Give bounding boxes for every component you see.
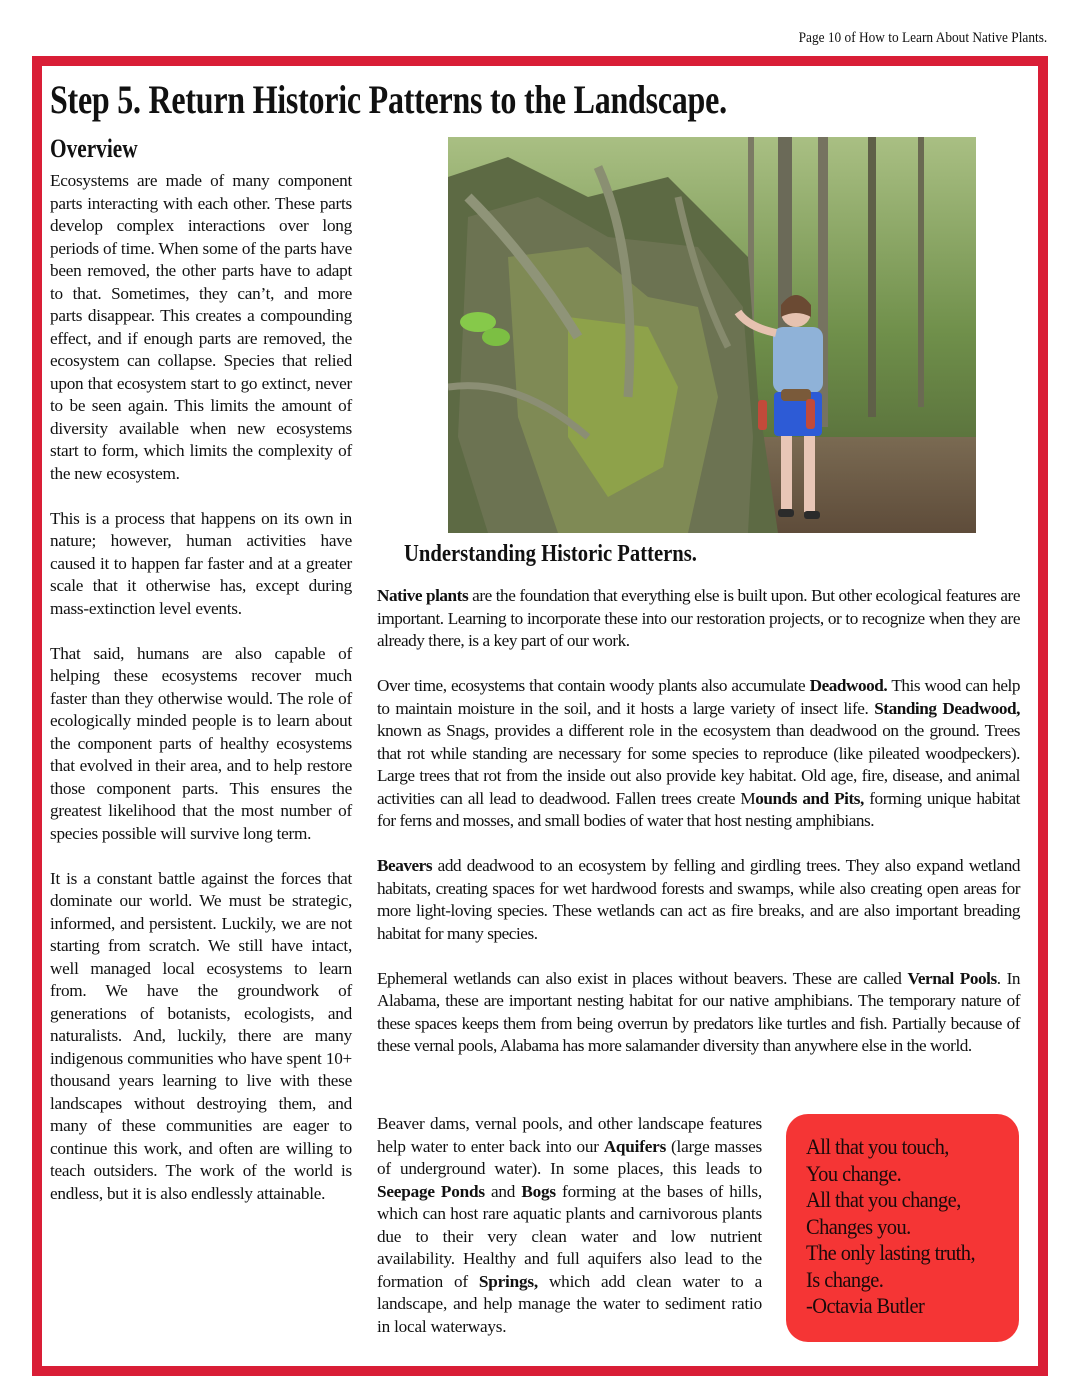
term-mounds-and-pits: ounds and Pits, [755,788,864,808]
term-aquifers: Aquifers [603,1136,667,1156]
deadwood-paragraph: Over time, ecosystems that contain woody plants also accumulate Deadwood. This wood can help to maintain moisture in the soil, and it hosts a large variety of insect life. Standing Deadwood, known as Snags, provides a different role in the ecosystem than deadwood on the ground. Trees that rot while standing are necessary for some species to reproduce (like pileated woodpeckers). Large trees that rot from the inside out also provide key habitat. Old age, fire, disease, and animal activities can all lead to deadwood. Fallen trees create Mounds and Pits, forming unique habitat for ferns and mosses, and small bodies of water that host nesting amphibians. [377,676,1021,830]
understanding-patterns-heading: Understanding Historic Patterns. [404,541,697,567]
overview-column [50,170,352,1228]
octavia-butler-quote-box [786,1114,1019,1342]
native-plants-paragraph: Native plants are the foundation that everything else is built upon. But other ecological features are important. Learning to incorporate these into our restoration projects, or to recognize when they are already there, is a key part of our work. [377,586,1020,650]
term-deadwood: Deadwood. [809,676,888,695]
term-seepage-ponds: Seepage Ponds [377,1181,485,1201]
aquifers-paragraph: Beaver dams, vernal pools, and other landscape features help water to enter back into our Aquifers (large masses of underground water). In some places, this leads to Seepage Ponds and Bogs forming at the bases of hills, which can host rare aquatic plants and carnivorous plants due to their very clean water and low nutrient availability. Healthy and full aquifers also lead to the formation of Springs, which add clean water to a landscape, and help manage the water to sediment ratio in local waterways. [377,1114,763,1336]
overview-paragraph: That said, humans are also capable of helping these ecosystems recover much faster than they otherwise would. The role of ecologically minded people is to learn about the component parts of healthy ecosystems that evolved in their area, and to help restore those component parts. This ensures the greatest likelihood that the most number of species possible will survive long term. [50,643,352,843]
overview-paragraph: Ecosystems are made of many component parts interacting with each other. These parts develop complex interactions over long periods of time. When some of the parts have been removed, the other parts have to adapt to that. Sometimes, they can’t, and more parts disappear. This creates a compounding effect, and if enough parts are removed, the ecosystem can collapse. Species that relied upon that ecosystem start to go extinct, never to be seen again. This limits the amount of diversity available when new ecosystems start to form, which limits the complexity of the new ecosystem. [50,171,352,483]
forest-uprooted-tree-photo [448,137,976,533]
term-beavers: Beavers [377,856,433,875]
quote-line: The only lasting truth, [806,1240,976,1265]
vernal-pools-paragraph: Ephemeral wetlands can also exist in places without beavers. These are called Vernal Pools. In Alabama, these are important nesting habitat for our native amphibians. The temporary nature of these spaces keeps them from being overrun by predators like turtles and fish. Partially because of these vernal pools, Alabama has more salamander diversity than anywhere else in the world. [377,968,1020,1055]
aquifers-column [377,1113,762,1338]
quote-line: All that you change, [806,1187,961,1212]
page-title: Step 5. Return Historic Patterns to the Landscape. [50,77,727,122]
quote-line: You change. [806,1160,902,1186]
quote-line: All that you touch, [806,1134,949,1159]
quote-line: Is change. [806,1266,884,1292]
overview-heading: Overview [50,134,138,163]
overview-paragraph: This is a process that happens on its own in nature; however, human activities have caused it to happen far faster and at a greater scale that it otherwise has, except during mass-extinction level events. [50,508,352,618]
beavers-paragraph: Beavers add deadwood to an ecosystem by felling and girdling trees. They also expand wetland habitats, creating spaces for wet hardwood forests and swamps, while also creating open areas for more light-loving species. These wetlands can act as fire breaks, and are also important breading habitat for many species. [377,856,1020,943]
term-bogs: Bogs [521,1181,556,1201]
term-vernal-pools: Vernal Pools [907,968,997,988]
quote-line: Changes you. [806,1213,911,1239]
term-standing-deadwood: Standing Deadwood, [874,698,1020,718]
page-header: Page 10 of How to Learn About Native Plants. [798,30,1047,46]
photo-illustration [448,137,976,533]
term-native-plants: Native plants [377,586,469,605]
patterns-column [377,585,1020,1080]
term-springs: Springs, [478,1271,538,1291]
overview-paragraph: It is a constant battle against the forces that dominate our world. We must be strategic, informed, and persistent. Luckily, we are not starting from scratch. We still have intact, well managed local ecosystems to learn from. We have the groundwork of generations of botanists, ecologists, and naturalists. And, luckily, there are many indigenous communities who have spent 10+ thousand years learning to live with these landscapes without destroying them, and many of these communities are eager to continue this work, and often are willing to teach outsiders. The work of the world is endless, but it is also endlessly attainable. [50,868,352,1203]
quote-attribution: -Octavia Butler [806,1293,925,1318]
